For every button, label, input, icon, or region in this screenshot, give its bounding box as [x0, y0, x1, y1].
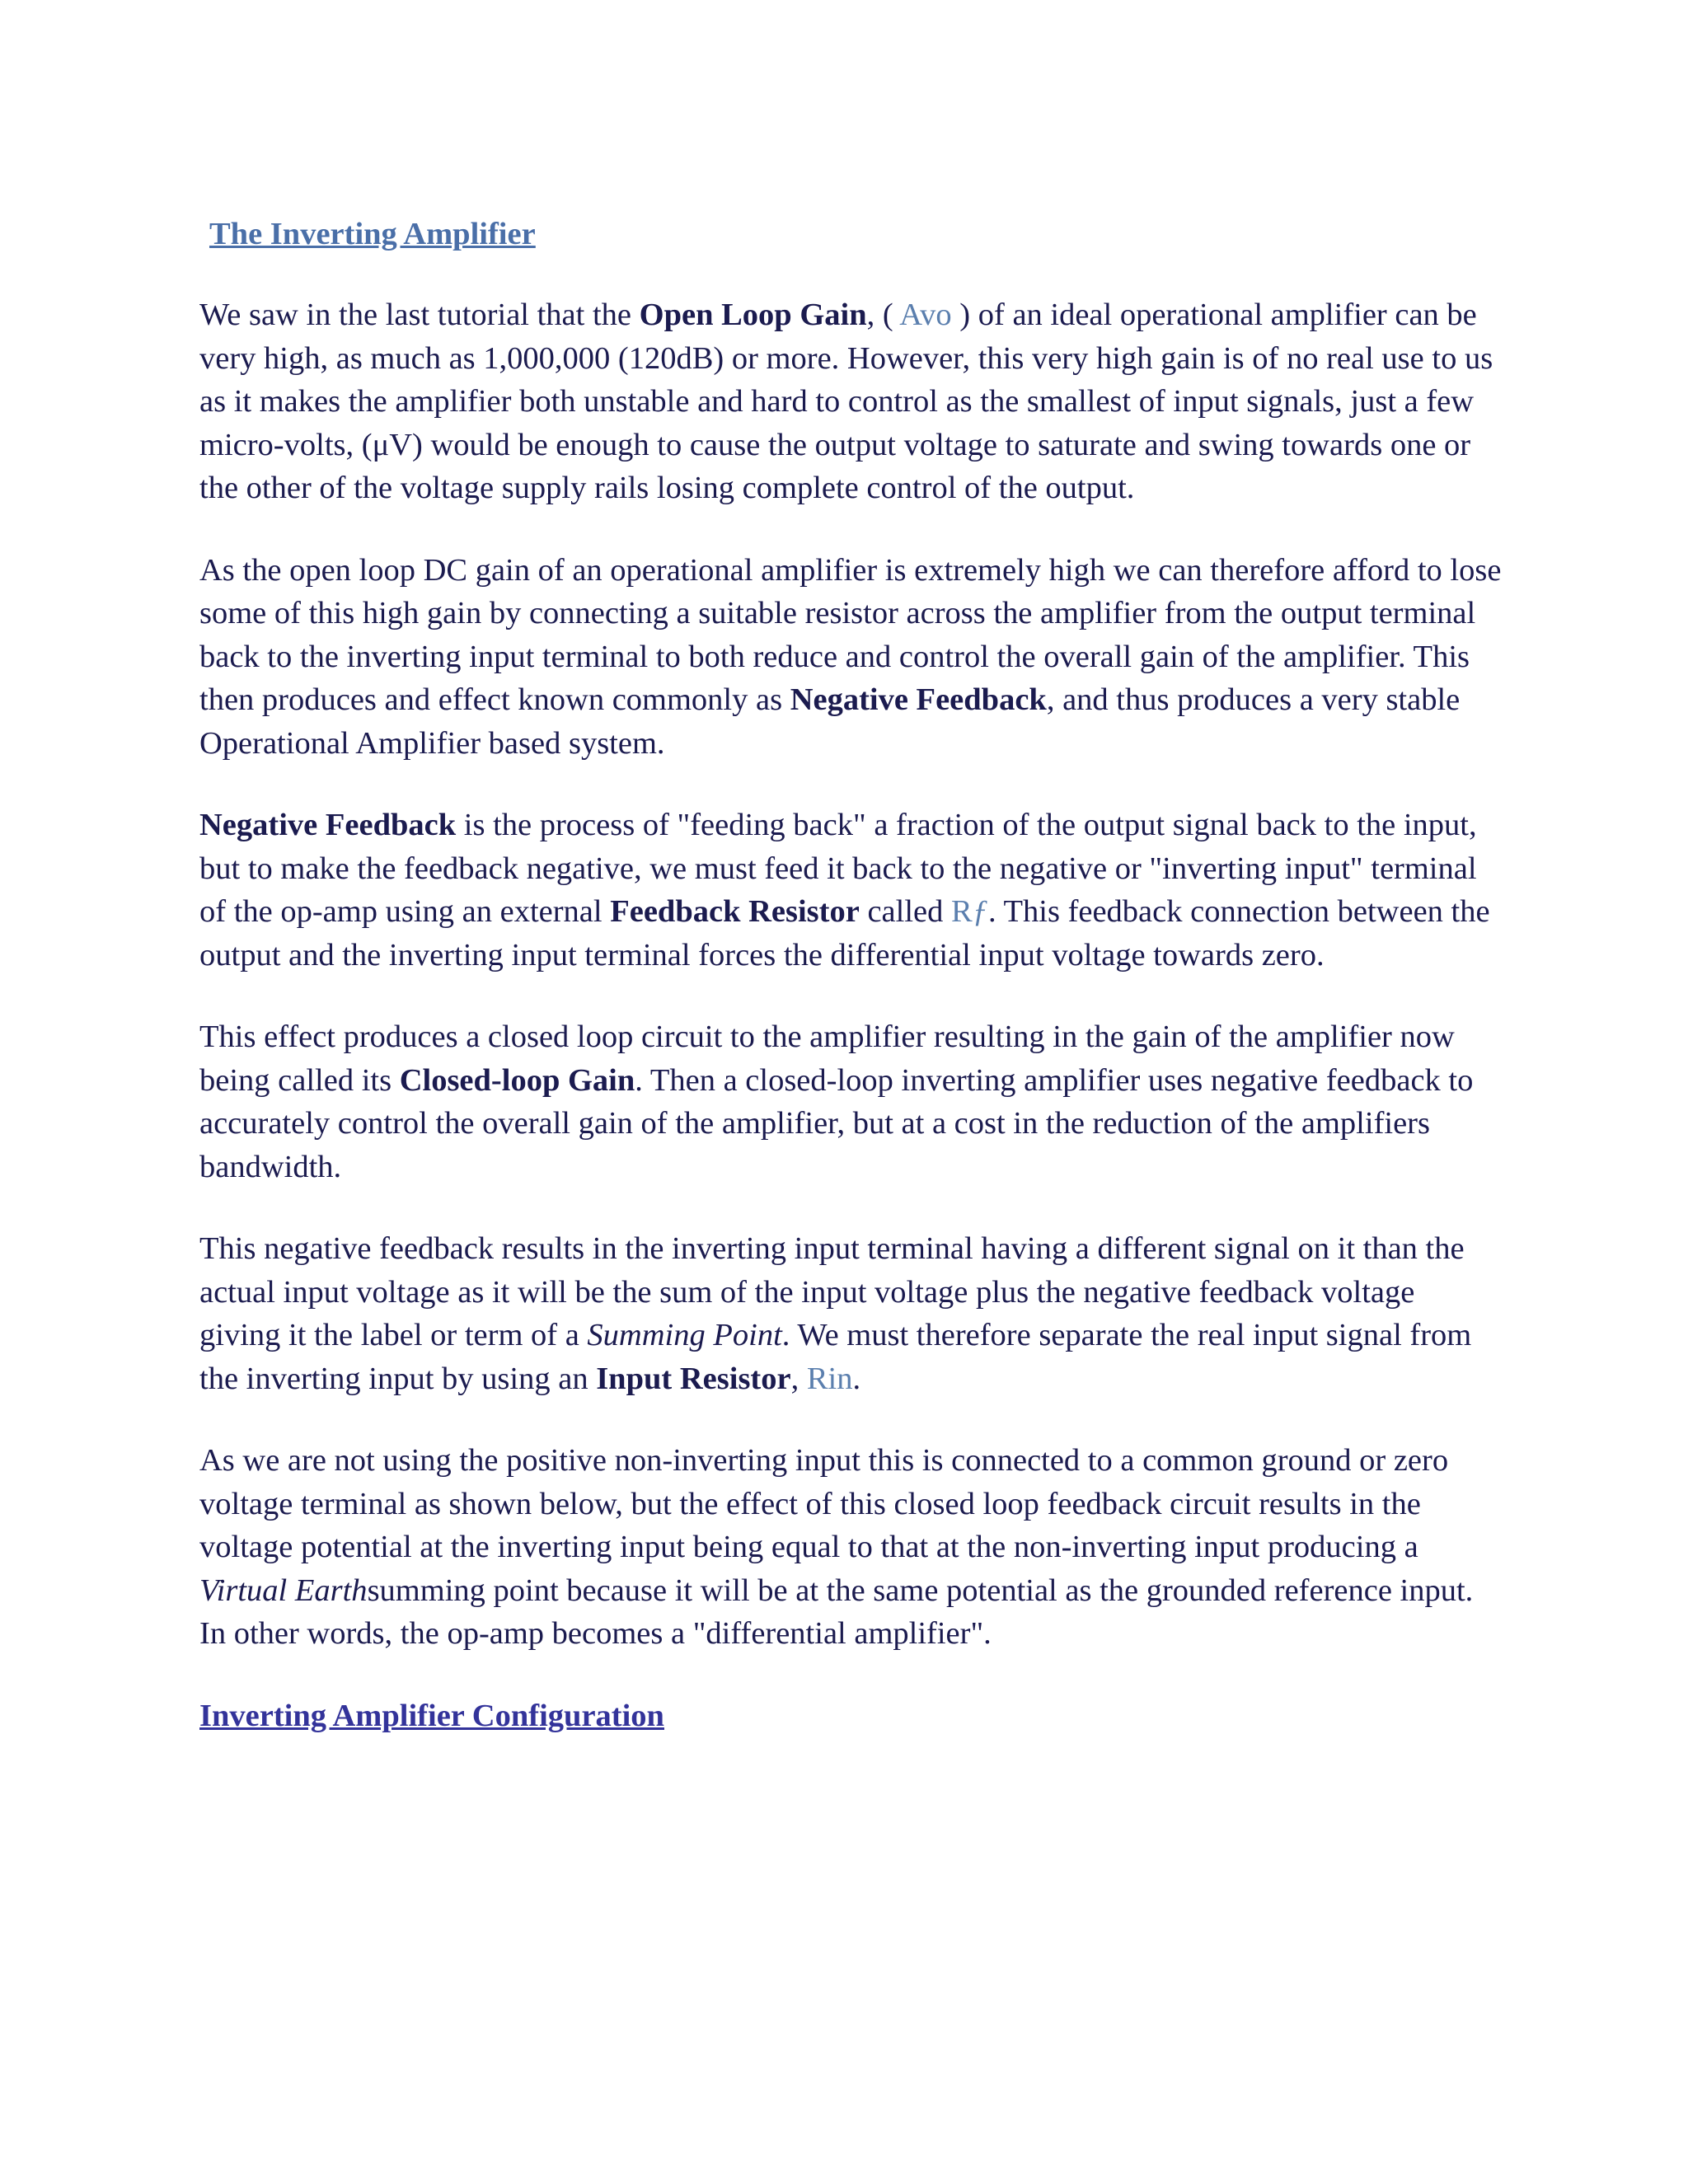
text-span: As the open loop DC gain of an operational amplifier is extremely high we can therefore afford to lose some of this high gain by connecting a suitable resistor across the amplifier from the output terminal back to the inverting input terminal to both reduce and control the overall gain of the amplifier. This then produces and effect known commonly as	[199, 552, 1502, 717]
section-heading-link[interactable]: Inverting Amplifier Configuration	[199, 1698, 664, 1733]
symbol-rf-sub: ƒ	[972, 894, 988, 929]
paragraph-closed-loop-gain	[199, 1015, 1502, 1188]
term-closed-loop-gain: Closed-loop Gain	[399, 1062, 635, 1098]
term-open-loop-gain: Open Loop Gain	[639, 298, 867, 332]
paragraph-negative-feedback-intro	[199, 549, 1502, 766]
text-span: .	[852, 1361, 861, 1396]
text-span: . Then a closed-loop inverting amplifier uses negative feedback to accurately control the overall gain of the amplifier, but at a cost in the reduction of the amplifiers bandwidth.	[199, 1062, 1474, 1184]
text-span: summing point because it will be at the same potential as the grounded reference input. In other words, the op-amp becomes a "differential amplifier".	[199, 1572, 1474, 1651]
text-span: As we are not using the positive non-inverting input this is connected to a common ground or zero voltage terminal as shown below, but the effect of this closed loop feedback circuit results in the voltage potential at the inverting input being equal to that at the non-inverting input producing a	[199, 1443, 1449, 1564]
symbol-rin: Rin	[806, 1361, 853, 1396]
text-span: We saw in the last tutorial that the	[199, 298, 640, 332]
text-span: . We must therefore separate the real input signal from the inverting input by using an	[199, 1318, 1472, 1396]
title-block	[199, 213, 1502, 255]
text-span: , (	[866, 298, 900, 332]
symbol-avo: Avo	[899, 298, 952, 332]
subtitle-block	[199, 1694, 1502, 1737]
text-span: called	[859, 894, 951, 929]
term-summing-point: Summing Point	[587, 1318, 782, 1352]
text-span: This effect produces a closed loop circuit to the amplifier resulting in the gain of the amplifier now being called its	[199, 1019, 1455, 1098]
text-span: is the process of "feeding back" a fraction of the output signal back to the input, but to make the feedback negative, we must feed it back to the negative or "inverting input" terminal of the op-amp using an external	[199, 808, 1477, 929]
term-feedback-resistor: Feedback Resistor	[610, 894, 860, 929]
symbol-rf-base: R	[951, 894, 973, 929]
paragraph-negative-feedback-process	[199, 804, 1502, 977]
paragraph-virtual-earth	[199, 1439, 1502, 1656]
text-span: . This feedback connection between the output and the inverting input terminal forces the differential input voltage towards zero.	[199, 894, 1490, 972]
symbol-rf	[951, 894, 988, 929]
term-negative-feedback: Negative Feedback	[790, 682, 1047, 717]
text-span: This negative feedback results in the inverting input terminal having a different signal on it than the actual input voltage as it will be the sum of the input voltage plus the negative feedback voltage giving it the label or term of a	[199, 1231, 1465, 1352]
term-input-resistor: Input Resistor	[596, 1361, 791, 1396]
paragraph-summing-point	[199, 1227, 1502, 1400]
text-span: ) of an ideal operational amplifier can be very high, as much as 1,000,000 (120dB) or more. However, this very high gain is of no real use to us as it makes the amplifier both unstable and hard to control as the smallest of input signals, just a few micro-volts, (μV) would be enough to cause the output voltage to saturate and swing towards one or the other of the voltage supply rails losing complete control of the output.	[199, 298, 1493, 505]
term-negative-feedback: Negative Feedback	[199, 808, 457, 842]
page-title	[199, 213, 1502, 255]
section-heading	[199, 1694, 1502, 1737]
document-content	[199, 213, 1502, 1737]
page-title-link[interactable]: The Inverting Amplifier	[209, 217, 536, 251]
paragraph-open-loop-gain	[199, 293, 1502, 510]
term-virtual-earth: Virtual Earth	[199, 1572, 368, 1608]
text-span: , and thus produces a very stable Operational Amplifier based system.	[199, 682, 1461, 761]
text-span: ,	[790, 1361, 807, 1396]
